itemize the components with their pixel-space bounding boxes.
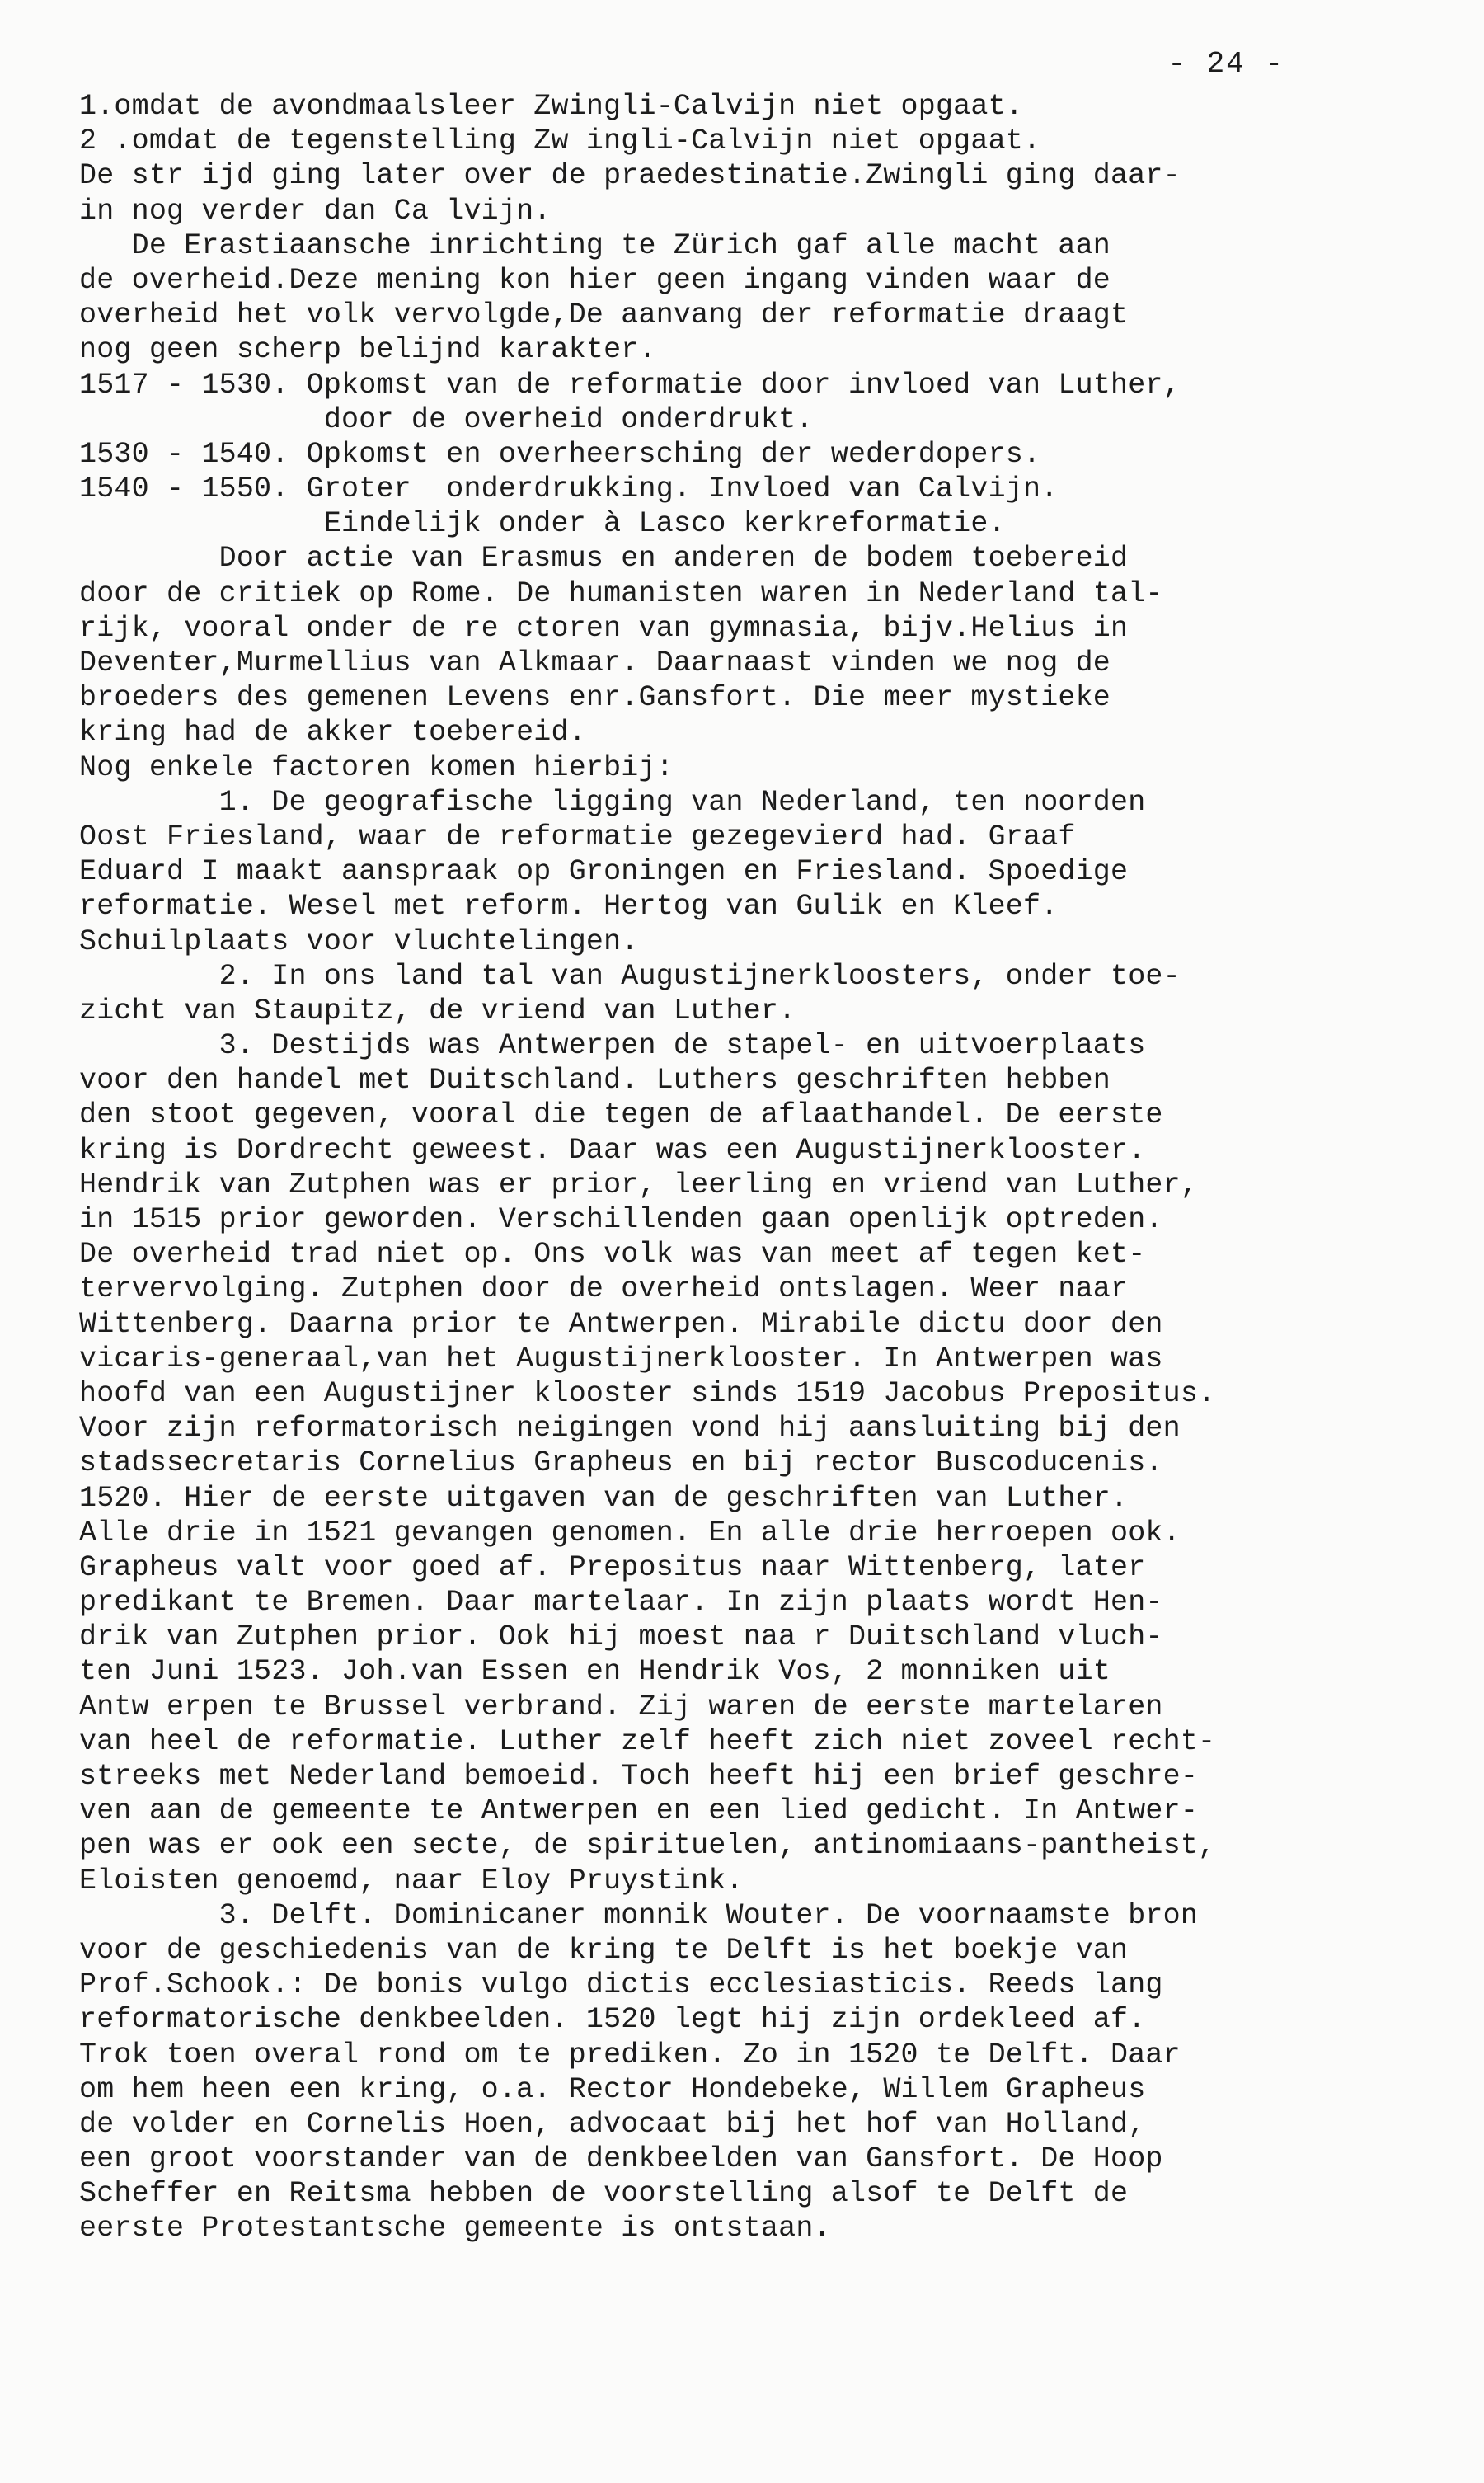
text-line: 1.omdat de avondmaalsleer Zwingli-Calvijn niet opgaat. (79, 90, 1023, 123)
text-line: door de overheid onderdrukt. (79, 402, 814, 436)
text-line: Hendrik van Zutphen was er prior, leerling en vriend van Luther, (79, 1168, 1199, 1202)
text-line: een groot voorstander van de denkbeelden van Gansfort. De Hoop (79, 2142, 1163, 2176)
text-line: van heel de reformatie. Luther zelf heeft zich niet zoveel recht- (79, 1724, 1216, 1758)
text-line: in nog verder dan Ca lvijn. (79, 194, 552, 228)
text-line: hoofd van een Augustijner klooster sinds 1519 Jacobus Prepositus. (79, 1376, 1216, 1410)
text-line: Eloisten genoemd, naar Eloy Pruystink. (79, 1864, 744, 1898)
text-line: om hem heen een kring, o.a. Rector Hondebeke, Willem Grapheus (79, 2072, 1146, 2106)
text-line: 1. De geografische ligging van Nederland, ten noorden (79, 785, 1146, 819)
text-line: stadssecretaris Cornelius Grapheus en bij rector Buscoducenis. (79, 1446, 1163, 1480)
text-line: 3. Delft. Dominicaner monnik Wouter. De voornaamste bron (79, 1898, 1199, 1932)
text-line: voor de geschiedenis van de kring te Delft is het boekje van (79, 1933, 1129, 1967)
text-line: Deventer,Murmellius van Alkmaar. Daarnaast vinden we nog de (79, 647, 1111, 680)
text-line: 2. In ons land tal van Augustijnerkloosters, onder toe- (79, 959, 1181, 993)
text-line: de overheid.Deze mening kon hier geen ingang vinden waar de (79, 263, 1111, 297)
text-line: kring had de akker toebereid. (79, 716, 586, 750)
text-line: ven aan de gemeente te Antwerpen en een lied gedicht. In Antwer- (79, 1794, 1199, 1828)
document-body (79, 89, 1407, 2246)
text-line: Grapheus valt voor goed af. Prepositus naar Wittenberg, later (79, 1550, 1146, 1584)
text-line: 1530 - 1540. Opkomst en overheersching der wederdopers. (79, 437, 1041, 471)
text-line: 1540 - 1550. Groter onderdrukking. Invloed van Calvijn. (79, 473, 1059, 506)
text-line: in 1515 prior geworden. Verschillenden gaan openlijk optreden. (79, 1203, 1163, 1236)
text-line: 1520. Hier de eerste uitgaven van de geschriften van Luther. (79, 1481, 1129, 1515)
text-line: tervervolging. Zutphen door de overheid ontslagen. Weer naar (79, 1272, 1129, 1306)
text-line: den stoot gegeven, vooral die tegen de aflaathandel. De eerste (79, 1098, 1163, 1132)
text-line: De Erastiaansche inrichting te Zürich gaf alle macht aan (79, 228, 1111, 262)
text-line: Door actie van Erasmus en anderen de bodem toebereid (79, 542, 1129, 576)
text-line: ten Juni 1523. Joh.van Essen en Hendrik Vos, 2 monniken uit (79, 1655, 1111, 1689)
text-line: overheid het volk vervolgde,De aanvang der reformatie draagt (79, 299, 1129, 332)
text-line: Schuilplaats voor vluchtelingen. (79, 924, 639, 958)
text-line: rijk, vooral onder de re ctoren van gymnasia, bijv.Helius in (79, 611, 1129, 645)
text-line: 1517 - 1530. Opkomst van de reformatie door invloed van Luther, (79, 368, 1181, 402)
text-line: 3. Destijds was Antwerpen de stapel- en uitvoerplaats (79, 1029, 1146, 1063)
text-line: reformatorische denkbeelden. 1520 legt hij zijn ordekleed af. (79, 2003, 1146, 2037)
text-line: nog geen scherp belijnd karakter. (79, 333, 656, 367)
text-line: De str ijd ging later over de praedestinatie.Zwingli ging daar- (79, 159, 1181, 193)
text-line: door de critiek op Rome. De humanisten waren in Nederland tal- (79, 576, 1163, 610)
text-line: reformatie. Wesel met reform. Hertog van Gulik en Kleef. (79, 890, 1059, 924)
text-line: Prof.Schook.: De bonis vulgo dictis ecclesiasticis. Reeds lang (79, 1968, 1163, 2002)
text-line: Eduard I maakt aanspraak op Groningen en Friesland. Spoedige (79, 855, 1129, 889)
text-line: De overheid trad niet op. Ons volk was van meet af tegen ket- (79, 1238, 1146, 1272)
text-line: Eindelijk onder à Lasco kerkreformatie. (79, 507, 1006, 541)
text-line: Trok toen overal rond om te prediken. Zo in 1520 te Delft. Daar (79, 2038, 1181, 2072)
text-line: voor den handel met Duitschland. Luthers geschriften hebben (79, 1064, 1111, 1098)
text-line: broeders des gemenen Levens enr.Gansfort. Die meer mystieke (79, 681, 1111, 715)
text-line: predikant te Bremen. Daar martelaar. In zijn plaats wordt Hen- (79, 1586, 1163, 1620)
text-line: Antw erpen te Brussel verbrand. Zij waren de eerste martelaren (79, 1690, 1163, 1724)
text-line: Voor zijn reformatorisch neigingen vond hij aansluiting bij den (79, 1412, 1181, 1446)
text-line: 2 .omdat de tegenstelling Zw ingli-Calvijn niet opgaat. (79, 125, 1041, 158)
text-line: zicht van Staupitz, de vriend van Luther. (79, 994, 796, 1028)
page-number: - 24 - (1167, 47, 1284, 81)
text-line: pen was er ook een secte, de spirituelen, antinomiaans-pantheist, (79, 1829, 1216, 1863)
text-line: Alle drie in 1521 gevangen genomen. En alle drie herroepen ook. (79, 1516, 1181, 1550)
text-line: kring is Dordrecht geweest. Daar was een Augustijnerklooster. (79, 1133, 1146, 1167)
text-line: de volder en Cornelis Hoen, advocaat bij het hof van Holland, (79, 2107, 1146, 2141)
text-line: vicaris-generaal,van het Augustijnerklooster. In Antwerpen was (79, 1342, 1163, 1376)
text-line: Wittenberg. Daarna prior te Antwerpen. Mirabile dictu door den (79, 1307, 1163, 1341)
text-line: Scheffer en Reitsma hebben de voorstelling alsof te Delft de (79, 2177, 1129, 2211)
text-line: eerste Protestantsche gemeente is ontstaan. (79, 2212, 831, 2246)
text-line: drik van Zutphen prior. Ook hij moest naa r Duitschland vluch- (79, 1620, 1163, 1654)
text-line: streeks met Nederland bemoeid. Toch heeft hij een brief geschre- (79, 1760, 1199, 1793)
text-line: Nog enkele factoren komen hierbij: (79, 750, 674, 784)
text-line: Oost Friesland, waar de reformatie gezegevierd had. Graaf (79, 820, 1076, 854)
